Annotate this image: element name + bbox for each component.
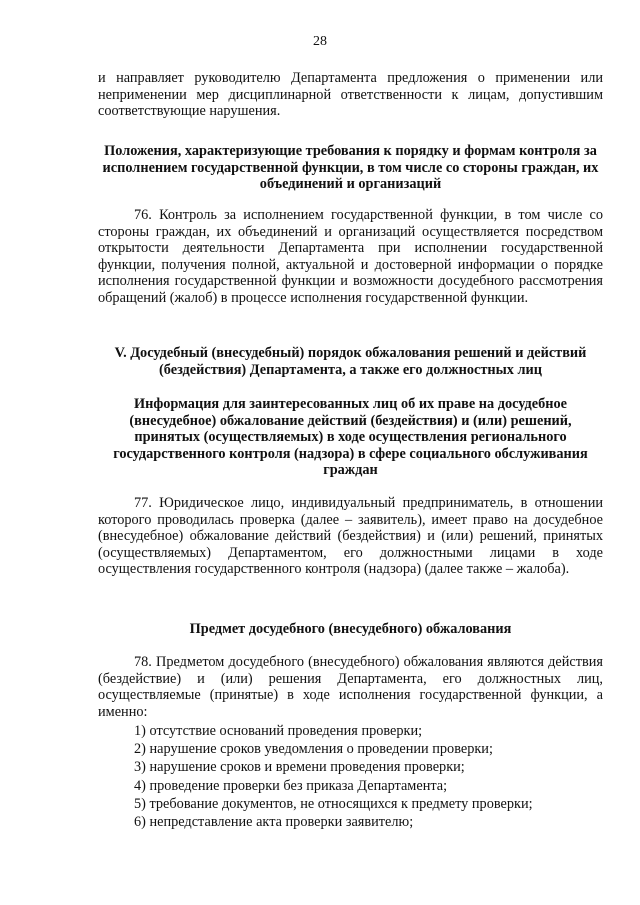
paragraph-76: 76. Контроль за исполнением государственной функции, в том числе со стороны граждан, их объединений и организаций осуществляется посредством открытости деятельности Департамента при исполнении государственной функции, получения полной, актуальной и достоверной информации о порядке исполнения государственной функции и возможности досудебного рассмотрения обращений (жалоб) в процессе исполнения государственной функции. xyxy=(98,207,603,306)
paragraph-78: 78. Предметом досудебного (внесудебного) обжалования являются действия (бездействие) и (или) решения Департамента, его должностных лиц, осуществляемые (принятые) в ходе исполнения государственной функции, а именно: xyxy=(98,654,603,720)
list-item: 6) непредставление акта проверки заявителю; xyxy=(134,814,414,831)
list-item: 5) требование документов, не относящихся к предмету проверки; xyxy=(134,795,533,812)
list-item: 1) отсутствие оснований проведения проверки; xyxy=(134,723,423,739)
list-item: 3) нарушение сроков и времени проведения проверки; xyxy=(134,759,465,776)
heading-appeal-subject: Предмет досудебного (внесудебного) обжалования xyxy=(189,621,512,637)
page-number: 28 xyxy=(313,34,327,49)
section-v-heading: V. Досудебный (внесудебный) порядок обжалования решений и действий (бездействия) Департамента, а также его должностных лиц xyxy=(114,345,587,378)
list-item: 2) нарушение сроков уведомления о проведении проверки; xyxy=(134,741,493,758)
violations-list xyxy=(98,722,603,831)
intro-paragraph: и направляет руководителю Департамента предложения о применении или неприменении мер дисциплинарной ответственности к лицам, допустившим соответствующие нарушения. xyxy=(98,70,603,119)
paragraph-77: 77. Юридическое лицо, индивидуальный предприниматель, в отношении которого проводилась проверка (далее – заявитель), имеет право на досудебное (внесудебное) обжалование действий (бездействия) и (или) решений, принятых (осуществляемых) Департаментом, его должностными лицами в ходе осуществления государственного контроля (надзора) (далее также – жалоба). xyxy=(98,495,603,577)
heading-control-requirements: Положения, характеризующие требования к порядку и формам контроля за исполнением государственной функции, в том числе со стороны граждан, их объединений и организаций xyxy=(102,143,599,192)
list-item: 4) проведение проверки без приказа Департамента; xyxy=(134,777,448,794)
heading-appeal-information: Информация для заинтересованных лиц об их праве на досудебное (внесудебное) обжалование действий (бездействия) и (или) решений, принятых (осуществляемых) в ходе осуществления регионального государственного контроля (надзора) в сфере социального обслуживания граждан xyxy=(113,396,588,478)
